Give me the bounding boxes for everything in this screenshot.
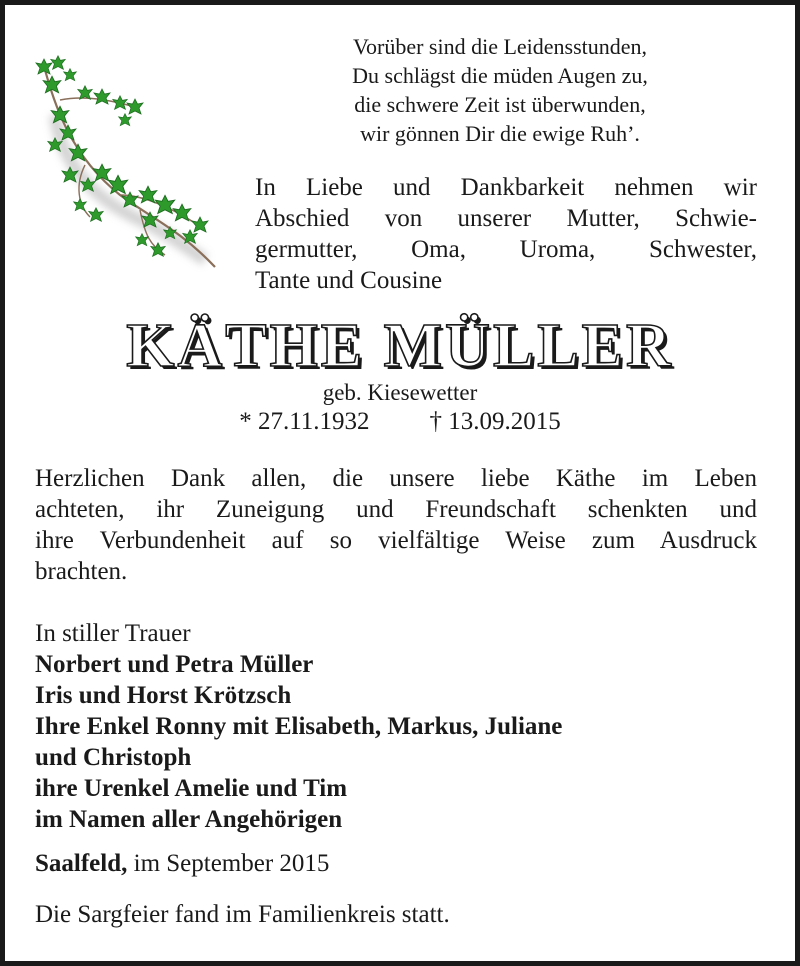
place-date: [35, 848, 757, 879]
thanks-line: brachten.: [35, 558, 128, 585]
poem: [250, 32, 750, 148]
poem-line: die schwere Zeit ist überwunden,: [354, 92, 646, 117]
intro-line: In Liebe und Dankbarkeit nehmen wir: [255, 174, 757, 201]
funeral-note: Die Sargfeier fand im Familienkreis statt.: [35, 901, 450, 928]
poem-line: Du schlägst die müden Augen zu,: [352, 63, 648, 88]
thanks-text: [35, 463, 757, 587]
life-dates: [0, 407, 800, 437]
deceased-name: KÄTHE MÜLLER: [126, 312, 674, 380]
mourner-line: Norbert und Petra Müller: [35, 651, 314, 678]
thanks-line: achteten, ihr Zuneigung und Freundschaft schenkten und: [35, 496, 757, 523]
mourner-line: im Namen aller Angehörigen: [35, 806, 343, 833]
mourners: [35, 618, 757, 835]
mourner-line: Ihre Enkel Ronny mit Elisabeth, Markus, Juliane: [35, 713, 563, 740]
birth-date: * 27.11.1932: [239, 408, 370, 435]
mourner-line: Iris und Horst Krötzsch: [35, 682, 292, 709]
mourner-line: und Christoph: [35, 744, 192, 771]
intro-line: Tante und Cousine: [255, 267, 443, 294]
thanks-line: ihre Verbundenheit auf so vielfältige Weise zum Ausdruck: [35, 527, 757, 554]
mourning-heading: In stiller Trauer: [35, 620, 191, 647]
mourner-line: ihre Urenkel Amelie und Tim: [35, 775, 348, 802]
thanks-line: Herzlichen Dank allen, die unsere liebe Käthe im Leben: [35, 465, 757, 492]
death-date: † 13.09.2015: [429, 408, 561, 435]
maiden-name: geb. Kiesewetter: [322, 380, 478, 405]
ivy-branch-icon: [30, 45, 230, 275]
place-city: Saalfeld,: [35, 850, 128, 877]
intro-line: Abschied von unserer Mutter, Schwie-: [255, 205, 757, 232]
intro-text: [255, 172, 757, 296]
poem-line: Vorüber sind die Leidensstunden,: [352, 34, 648, 59]
poem-line: wir gönnen Dir die ewige Ruh’.: [360, 121, 640, 146]
place-month: im September 2015: [133, 850, 330, 877]
intro-line: germutter, Oma, Uroma, Schwester,: [255, 236, 757, 263]
